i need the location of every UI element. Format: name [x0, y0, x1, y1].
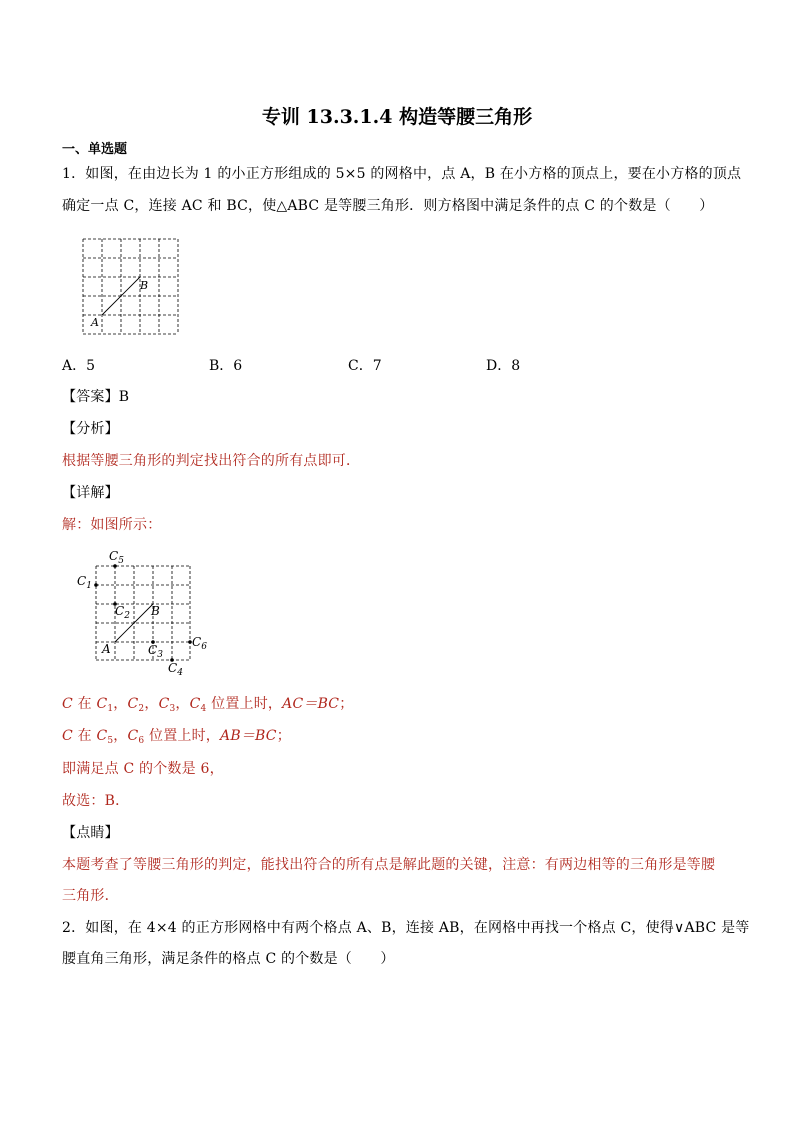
q1-option-b: B．6	[209, 358, 243, 374]
page-title: 专训 13.3.1.4 构造等腰三角形	[261, 106, 533, 128]
q1-text-line-2: 确定一点 C，连接 AC 和 BC，使△ABC 是等腰三角形．则方格图中满足条件的点 C 的个数是（ ）	[62, 198, 714, 214]
q1-option-d: D．8	[486, 358, 521, 374]
label-c4: $C_4$	[168, 661, 183, 677]
section-heading: 一、单选题	[62, 142, 128, 157]
label-b: B	[151, 604, 160, 618]
q1-grid-figure	[78, 234, 182, 338]
label-c1: $C_1$	[77, 574, 92, 591]
q1-option-a: A．5	[62, 358, 96, 374]
point-label-b: B	[140, 279, 149, 292]
q1-answer: 【答案】B	[62, 389, 130, 405]
q2-text-line-1: 2．如图，在 4×4 的正方形网格中有两个格点 A、B，连接 AB，在网格中再找一个格点 C，使得∨ABC 是等	[62, 920, 750, 936]
q1-detail-heading: 【详解】	[62, 485, 119, 501]
label-c5: $C_5$	[109, 549, 124, 566]
point-c5	[113, 564, 117, 568]
point-label-a: A	[91, 316, 99, 329]
label-a: A	[102, 642, 111, 656]
q1-solution-line-3: 即满足点 C 的个数是 6，	[62, 761, 224, 777]
q1-comment-heading: 【点睛】	[62, 825, 119, 841]
point-c1	[94, 583, 98, 587]
q1-analysis-heading: 【分析】	[62, 421, 119, 437]
q1-solution-line-1: C 在 $C_1$，$C_2$，$C_3$，$C_4$ 位置上时，AC＝BC；	[62, 696, 354, 714]
label-c6: $C_6$	[192, 635, 207, 652]
q1-option-c: C．7	[348, 358, 382, 374]
q1-text-line-1: 1．如图，在由边长为 1 的小正方形组成的 5×5 的网格中，点 A，B 在小方格的顶点上，要在小方格的顶点	[62, 166, 742, 182]
q1-comment-line-2: 三角形．	[62, 888, 119, 904]
q1-solution-line-4: 故选：B．	[62, 793, 130, 809]
q1-solution-figure	[72, 545, 212, 677]
label-c3: $C_3$	[148, 643, 163, 660]
q1-solution-line-2: C 在 $C_5$，$C_6$ 位置上时，AB＝BC；	[62, 728, 291, 746]
label-c2: $C_2$	[115, 604, 130, 621]
q2-text-line-2: 腰直角三角形，满足条件的格点 C 的个数是（ ）	[62, 951, 395, 967]
q1-comment-line-1: 本题考查了等腰三角形的判定，能找出符合的所有点是解此题的关键，注意：有两边相等的三角形是等腰	[62, 857, 716, 873]
q1-detail-intro: 解：如图所示：	[62, 517, 162, 533]
q1-analysis-text: 根据等腰三角形的判定找出符合的所有点即可．	[62, 453, 361, 469]
